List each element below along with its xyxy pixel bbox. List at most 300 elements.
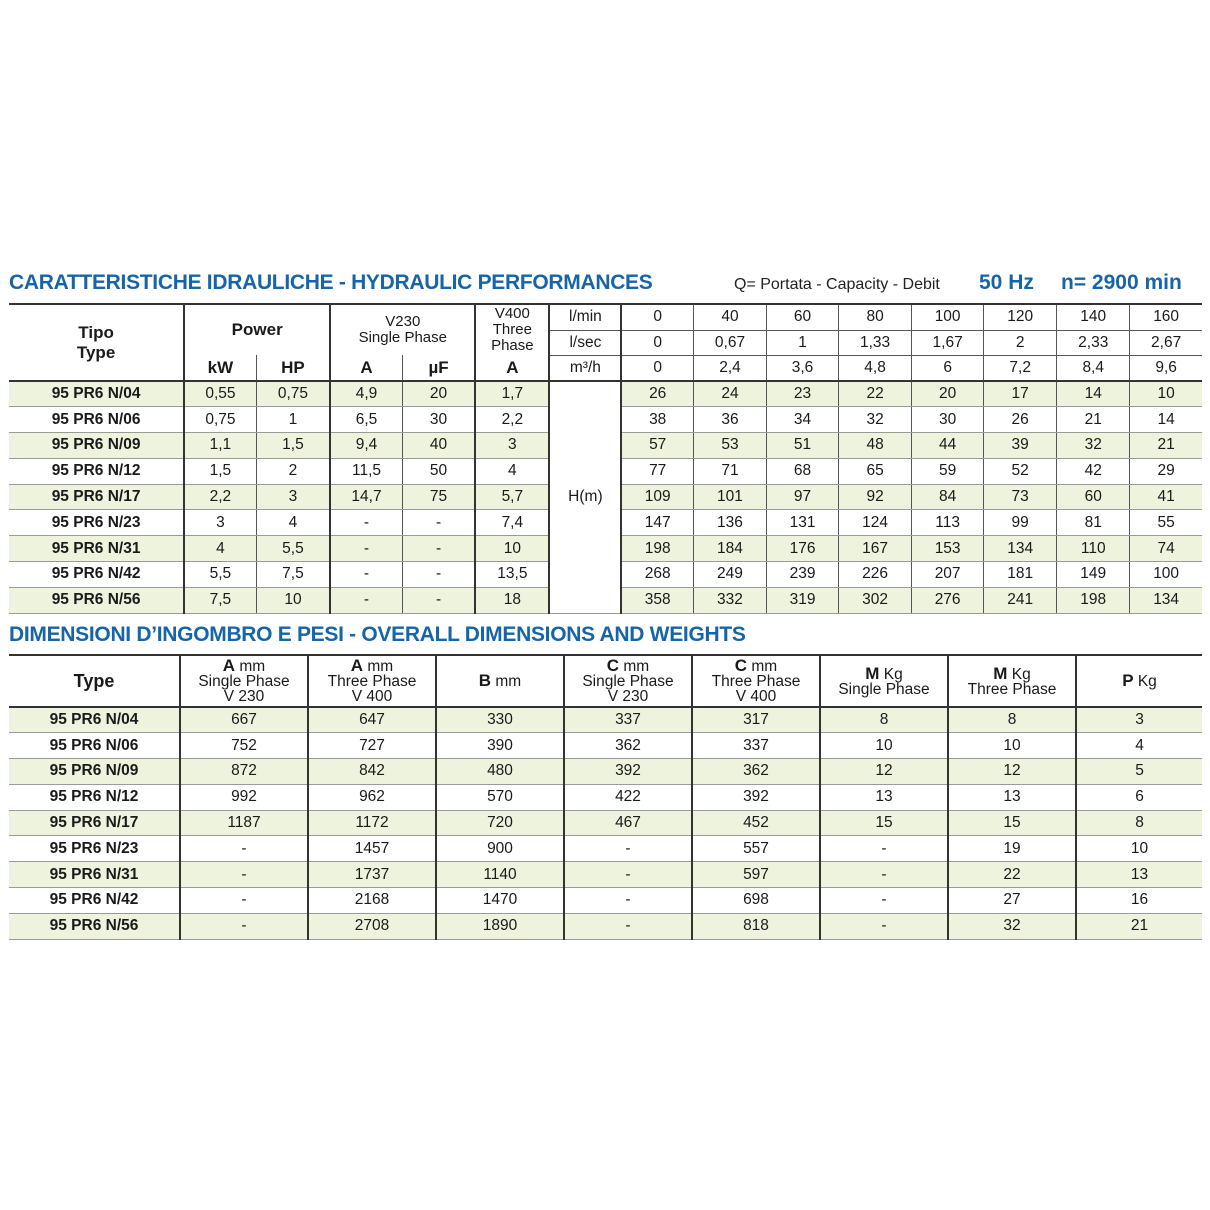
- head-value: 268: [621, 562, 693, 588]
- a-three-header: [308, 655, 436, 707]
- c-single-cell: 422: [564, 784, 692, 810]
- model-cell: 95 PR6 N/04: [9, 381, 184, 407]
- head-value: 21: [1130, 433, 1202, 459]
- v400-line1: V400: [494, 305, 530, 322]
- c-three-cell: 597: [692, 862, 820, 888]
- a230-cell: 9,4: [330, 433, 402, 459]
- a-single-cell: -: [180, 862, 308, 888]
- head-value: 239: [767, 562, 839, 588]
- head-value: 109: [621, 484, 693, 510]
- type-header: [9, 304, 184, 381]
- flow-m3h: 8,4: [1057, 355, 1130, 381]
- a-three-cell: 727: [308, 733, 436, 759]
- m-three-cell: 8: [948, 707, 1076, 733]
- a400-cell: 10: [475, 536, 549, 562]
- m-single-cell: 15: [820, 810, 948, 836]
- v230-line1: V230: [385, 313, 421, 330]
- m-three-line2: Three Phase: [967, 680, 1057, 698]
- uf-cell: -: [402, 587, 475, 613]
- head-value: 167: [839, 536, 912, 562]
- kw-cell: 3: [184, 510, 256, 536]
- kw-cell: 7,5: [184, 587, 256, 613]
- m-three-unit: Kg: [1011, 665, 1031, 683]
- a-single-header: [180, 655, 308, 707]
- flow-m3h: 4,8: [839, 355, 912, 381]
- head-value: 147: [621, 510, 693, 536]
- v400-line2: Three: [492, 321, 532, 338]
- hp-cell: 10: [256, 587, 330, 613]
- p-cell: 8: [1076, 810, 1202, 836]
- p-cell: 5: [1076, 759, 1202, 785]
- head-value: 99: [984, 510, 1057, 536]
- model-cell: 95 PR6 N/23: [9, 836, 180, 862]
- table-row: [9, 836, 1202, 862]
- p-letter: P: [1122, 671, 1134, 690]
- model-cell: 95 PR6 N/09: [9, 759, 180, 785]
- flow-m3h: 3,6: [767, 355, 839, 381]
- a-three-cell: 2168: [308, 888, 436, 914]
- model-cell: 95 PR6 N/42: [9, 562, 184, 588]
- head-value: 20: [912, 381, 984, 407]
- a-single-line3: V 230: [223, 688, 265, 705]
- head-value: 53: [693, 433, 766, 459]
- head-value: 10: [1130, 381, 1202, 407]
- a400-cell: 2,2: [475, 407, 549, 433]
- head-value: 42: [1057, 458, 1130, 484]
- head-value: 113: [912, 510, 984, 536]
- b-cell: 1140: [436, 862, 564, 888]
- flow-lsec: 1,67: [912, 330, 984, 355]
- head-value: 101: [693, 484, 766, 510]
- model-cell: 95 PR6 N/56: [9, 913, 180, 939]
- head-value: 68: [767, 458, 839, 484]
- flow-lmin: 40: [693, 304, 766, 330]
- table-row: [9, 759, 1202, 785]
- v230-line2: Single Phase: [358, 329, 447, 346]
- head-value: 26: [621, 381, 693, 407]
- flow-m3h: 9,6: [1130, 355, 1202, 381]
- m-single-cell: 8: [820, 707, 948, 733]
- head-value: 92: [839, 484, 912, 510]
- a-single-cell: 872: [180, 759, 308, 785]
- head-value: 358: [621, 587, 693, 613]
- head-value: 14: [1057, 381, 1130, 407]
- b-cell: 330: [436, 707, 564, 733]
- kw-cell: 0,75: [184, 407, 256, 433]
- a400-cell: 1,7: [475, 381, 549, 407]
- head-value: 136: [693, 510, 766, 536]
- p-cell: 3: [1076, 707, 1202, 733]
- a-single-cell: 752: [180, 733, 308, 759]
- a230-cell: 11,5: [330, 458, 402, 484]
- head-value: 319: [767, 587, 839, 613]
- hp-cell: 3: [256, 484, 330, 510]
- a-three-cell: 647: [308, 707, 436, 733]
- head-value: 73: [984, 484, 1057, 510]
- a230-cell: -: [330, 536, 402, 562]
- a230-cell: 14,7: [330, 484, 402, 510]
- c-three-line3: V 400: [735, 688, 777, 705]
- head-value: 55: [1130, 510, 1202, 536]
- head-value: 26: [984, 407, 1057, 433]
- c-three-cell: 818: [692, 913, 820, 939]
- speed-label: n= 2900 min: [1061, 271, 1182, 294]
- m-single-cell: -: [820, 913, 948, 939]
- head-value: 181: [984, 562, 1057, 588]
- head-value: 241: [984, 587, 1057, 613]
- p-cell: 16: [1076, 888, 1202, 914]
- uf-cell: 75: [402, 484, 475, 510]
- head-value: 74: [1130, 536, 1202, 562]
- a400-cell: 3: [475, 433, 549, 459]
- head-value: 226: [839, 562, 912, 588]
- head-value: 134: [984, 536, 1057, 562]
- frequency-label: 50 Hz: [979, 271, 1034, 294]
- uf-cell: 50: [402, 458, 475, 484]
- flow-lmin: 160: [1130, 304, 1202, 330]
- a400-cell: 13,5: [475, 562, 549, 588]
- b-cell: 570: [436, 784, 564, 810]
- a230-cell: -: [330, 587, 402, 613]
- head-value: 276: [912, 587, 984, 613]
- head-value: 44: [912, 433, 984, 459]
- c-three-line2: Three Phase: [711, 673, 801, 690]
- m-single-cell: -: [820, 862, 948, 888]
- c-three-cell: 362: [692, 759, 820, 785]
- head-value: 30: [912, 407, 984, 433]
- hp-cell: 5,5: [256, 536, 330, 562]
- p-unit: Kg: [1137, 673, 1157, 690]
- m-three-letter: M: [993, 663, 1008, 683]
- kw-cell: 4: [184, 536, 256, 562]
- a-three-cell: 1737: [308, 862, 436, 888]
- a-single-cell: 1187: [180, 810, 308, 836]
- model-cell: 95 PR6 N/56: [9, 587, 184, 613]
- m-single-cell: -: [820, 836, 948, 862]
- head-label: H(m): [549, 381, 621, 613]
- unit-lmin: l/min: [549, 304, 621, 330]
- flow-lsec: 1: [767, 330, 839, 355]
- c-single-cell: 467: [564, 810, 692, 836]
- m-single-header: [820, 655, 948, 707]
- c-single-cell: -: [564, 888, 692, 914]
- kw-cell: 5,5: [184, 562, 256, 588]
- v400-header: [475, 304, 549, 355]
- hp-cell: 7,5: [256, 562, 330, 588]
- flow-m3h: 7,2: [984, 355, 1057, 381]
- c-three-unit: mm: [751, 658, 778, 675]
- flow-m3h: 6: [912, 355, 984, 381]
- type-header-line1: Tipo: [78, 322, 114, 342]
- head-value: 124: [839, 510, 912, 536]
- m-single-cell: -: [820, 888, 948, 914]
- a400-cell: 5,7: [475, 484, 549, 510]
- a-three-cell: 1457: [308, 836, 436, 862]
- m-single-line2: Single Phase: [838, 680, 930, 698]
- head-value: 81: [1057, 510, 1130, 536]
- a-three-cell: 2708: [308, 913, 436, 939]
- m-three-header: [948, 655, 1076, 707]
- m-three-cell: 10: [948, 733, 1076, 759]
- head-value: 71: [693, 458, 766, 484]
- p-cell: 6: [1076, 784, 1202, 810]
- head-value: 22: [839, 381, 912, 407]
- hp-header: HP: [256, 355, 330, 381]
- m-three-cell: 13: [948, 784, 1076, 810]
- head-value: 84: [912, 484, 984, 510]
- model-cell: 95 PR6 N/31: [9, 862, 180, 888]
- a-single-unit: mm: [239, 658, 266, 675]
- p-header: [1076, 655, 1202, 707]
- head-value: 97: [767, 484, 839, 510]
- c-three-cell: 392: [692, 784, 820, 810]
- a-single-letter: A: [222, 656, 236, 675]
- head-value: 153: [912, 536, 984, 562]
- flow-lmin: 0: [621, 304, 693, 330]
- a-three-line2: Three Phase: [327, 673, 417, 690]
- b-cell: 480: [436, 759, 564, 785]
- p-cell: 10: [1076, 836, 1202, 862]
- a-three-unit: mm: [367, 658, 394, 675]
- c-single-cell: -: [564, 913, 692, 939]
- head-value: 198: [621, 536, 693, 562]
- a-single-cell: -: [180, 836, 308, 862]
- model-cell: 95 PR6 N/31: [9, 536, 184, 562]
- a230-cell: -: [330, 562, 402, 588]
- b-cell: 390: [436, 733, 564, 759]
- performance-title: CARATTERISTICHE IDRAULICHE - HYDRAULIC PERFORMANCES: [9, 271, 653, 294]
- table-row: [9, 381, 1202, 407]
- a230-cell: 6,5: [330, 407, 402, 433]
- table-row: [9, 888, 1202, 914]
- m-three-cell: 27: [948, 888, 1076, 914]
- a230-cell: -: [330, 510, 402, 536]
- head-value: 29: [1130, 458, 1202, 484]
- a400-cell: 4: [475, 458, 549, 484]
- table-row: [9, 810, 1202, 836]
- flow-lsec: 2: [984, 330, 1057, 355]
- head-value: 24: [693, 381, 766, 407]
- model-cell: 95 PR6 N/12: [9, 784, 180, 810]
- flow-lmin: 80: [839, 304, 912, 330]
- flow-m3h: 0: [621, 355, 693, 381]
- m-single-cell: 13: [820, 784, 948, 810]
- hp-cell: 2: [256, 458, 330, 484]
- kw-cell: 1,1: [184, 433, 256, 459]
- dims-type-header: Type: [9, 655, 180, 707]
- a400-header: A: [475, 355, 549, 381]
- head-value: 184: [693, 536, 766, 562]
- power-header: Power: [184, 304, 330, 355]
- c-single-unit: mm: [623, 658, 650, 675]
- a-three-line3: V 400: [351, 688, 393, 705]
- b-cell: 720: [436, 810, 564, 836]
- flow-lsec: 0: [621, 330, 693, 355]
- uf-cell: 30: [402, 407, 475, 433]
- unit-lsec: l/sec: [549, 330, 621, 355]
- head-value: 207: [912, 562, 984, 588]
- flow-lmin: 140: [1057, 304, 1130, 330]
- b-letter: B: [478, 671, 492, 690]
- a-three-cell: 1172: [308, 810, 436, 836]
- b-cell: 900: [436, 836, 564, 862]
- table-row: [9, 733, 1202, 759]
- model-cell: 95 PR6 N/42: [9, 888, 180, 914]
- flow-lsec: 1,33: [839, 330, 912, 355]
- c-three-cell: 317: [692, 707, 820, 733]
- uf-cell: 40: [402, 433, 475, 459]
- model-cell: 95 PR6 N/09: [9, 433, 184, 459]
- head-value: 32: [839, 407, 912, 433]
- hp-cell: 1,5: [256, 433, 330, 459]
- head-value: 48: [839, 433, 912, 459]
- head-value: 34: [767, 407, 839, 433]
- head-value: 52: [984, 458, 1057, 484]
- b-cell: 1890: [436, 913, 564, 939]
- head-value: 21: [1057, 407, 1130, 433]
- performance-table: [9, 303, 1202, 614]
- model-cell: 95 PR6 N/04: [9, 707, 180, 733]
- a400-cell: 7,4: [475, 510, 549, 536]
- uf-cell: -: [402, 562, 475, 588]
- p-cell: 4: [1076, 733, 1202, 759]
- a-single-cell: 667: [180, 707, 308, 733]
- a400-cell: 18: [475, 587, 549, 613]
- head-value: 176: [767, 536, 839, 562]
- kw-cell: 0,55: [184, 381, 256, 407]
- head-value: 39: [984, 433, 1057, 459]
- dimensions-table: [9, 654, 1202, 940]
- c-single-letter: C: [606, 656, 620, 675]
- hp-cell: 0,75: [256, 381, 330, 407]
- flow-lsec: 2,67: [1130, 330, 1202, 355]
- c-three-letter: C: [734, 656, 748, 675]
- m-three-cell: 15: [948, 810, 1076, 836]
- m-three-cell: 12: [948, 759, 1076, 785]
- c-three-header: [692, 655, 820, 707]
- uf-header: µF: [402, 355, 475, 381]
- head-value: 17: [984, 381, 1057, 407]
- table-row: [9, 913, 1202, 939]
- model-cell: 95 PR6 N/17: [9, 484, 184, 510]
- head-value: 23: [767, 381, 839, 407]
- uf-cell: -: [402, 536, 475, 562]
- head-value: 14: [1130, 407, 1202, 433]
- flow-lmin: 60: [767, 304, 839, 330]
- performance-subtitle: Q= Portata - Capacity - Debit: [734, 276, 940, 293]
- hp-cell: 1: [256, 407, 330, 433]
- performance-heading: [9, 271, 1202, 301]
- head-value: 134: [1130, 587, 1202, 613]
- flow-lmin: 100: [912, 304, 984, 330]
- a-single-cell: 992: [180, 784, 308, 810]
- table-row: [9, 707, 1202, 733]
- m-single-cell: 12: [820, 759, 948, 785]
- b-unit: mm: [495, 673, 522, 690]
- type-header-line2: Type: [76, 342, 116, 362]
- flow-lmin: 120: [984, 304, 1057, 330]
- head-value: 100: [1130, 562, 1202, 588]
- c-single-header: [564, 655, 692, 707]
- p-cell: 13: [1076, 862, 1202, 888]
- table-row: [9, 784, 1202, 810]
- m-three-cell: 32: [948, 913, 1076, 939]
- a230-cell: 4,9: [330, 381, 402, 407]
- head-value: 51: [767, 433, 839, 459]
- head-value: 332: [693, 587, 766, 613]
- v400-line3: Phase: [491, 337, 534, 354]
- a-single-cell: -: [180, 913, 308, 939]
- model-cell: 95 PR6 N/12: [9, 458, 184, 484]
- model-cell: 95 PR6 N/06: [9, 733, 180, 759]
- a-single-cell: -: [180, 888, 308, 914]
- head-value: 38: [621, 407, 693, 433]
- c-single-cell: 392: [564, 759, 692, 785]
- m-single-unit: Kg: [883, 665, 903, 683]
- head-value: 249: [693, 562, 766, 588]
- a-single-line2: Single Phase: [198, 673, 290, 690]
- uf-cell: 20: [402, 381, 475, 407]
- uf-cell: -: [402, 510, 475, 536]
- m-three-cell: 19: [948, 836, 1076, 862]
- v230-header: [330, 304, 475, 355]
- head-value: 198: [1057, 587, 1130, 613]
- a-three-letter: A: [350, 656, 364, 675]
- kw-cell: 2,2: [184, 484, 256, 510]
- b-cell: 1470: [436, 888, 564, 914]
- model-cell: 95 PR6 N/23: [9, 510, 184, 536]
- c-single-cell: -: [564, 862, 692, 888]
- flow-lsec: 2,33: [1057, 330, 1130, 355]
- c-three-cell: 337: [692, 733, 820, 759]
- m-single-letter: M: [865, 663, 880, 683]
- head-value: 110: [1057, 536, 1130, 562]
- p-cell: 21: [1076, 913, 1202, 939]
- c-single-cell: 362: [564, 733, 692, 759]
- c-single-line2: Single Phase: [582, 673, 674, 690]
- head-value: 60: [1057, 484, 1130, 510]
- head-value: 36: [693, 407, 766, 433]
- model-cell: 95 PR6 N/06: [9, 407, 184, 433]
- head-value: 302: [839, 587, 912, 613]
- head-value: 65: [839, 458, 912, 484]
- head-value: 32: [1057, 433, 1130, 459]
- a-three-cell: 842: [308, 759, 436, 785]
- hp-cell: 4: [256, 510, 330, 536]
- c-single-cell: 337: [564, 707, 692, 733]
- kw-cell: 1,5: [184, 458, 256, 484]
- b-header: [436, 655, 564, 707]
- c-three-cell: 557: [692, 836, 820, 862]
- head-value: 149: [1057, 562, 1130, 588]
- m-three-cell: 22: [948, 862, 1076, 888]
- c-three-cell: 452: [692, 810, 820, 836]
- c-three-cell: 698: [692, 888, 820, 914]
- head-value: 41: [1130, 484, 1202, 510]
- flow-lsec: 0,67: [693, 330, 766, 355]
- head-value: 77: [621, 458, 693, 484]
- dimensions-title: DIMENSIONI D’INGOMBRO E PESI - OVERALL DIMENSIONS AND WEIGHTS: [9, 623, 746, 646]
- a230-header: A: [330, 355, 402, 381]
- head-value: 57: [621, 433, 693, 459]
- table-row: [9, 862, 1202, 888]
- flow-m3h: 2,4: [693, 355, 766, 381]
- unit-m3h: m³/h: [549, 355, 621, 381]
- m-single-cell: 10: [820, 733, 948, 759]
- c-single-cell: -: [564, 836, 692, 862]
- head-value: 59: [912, 458, 984, 484]
- model-cell: 95 PR6 N/17: [9, 810, 180, 836]
